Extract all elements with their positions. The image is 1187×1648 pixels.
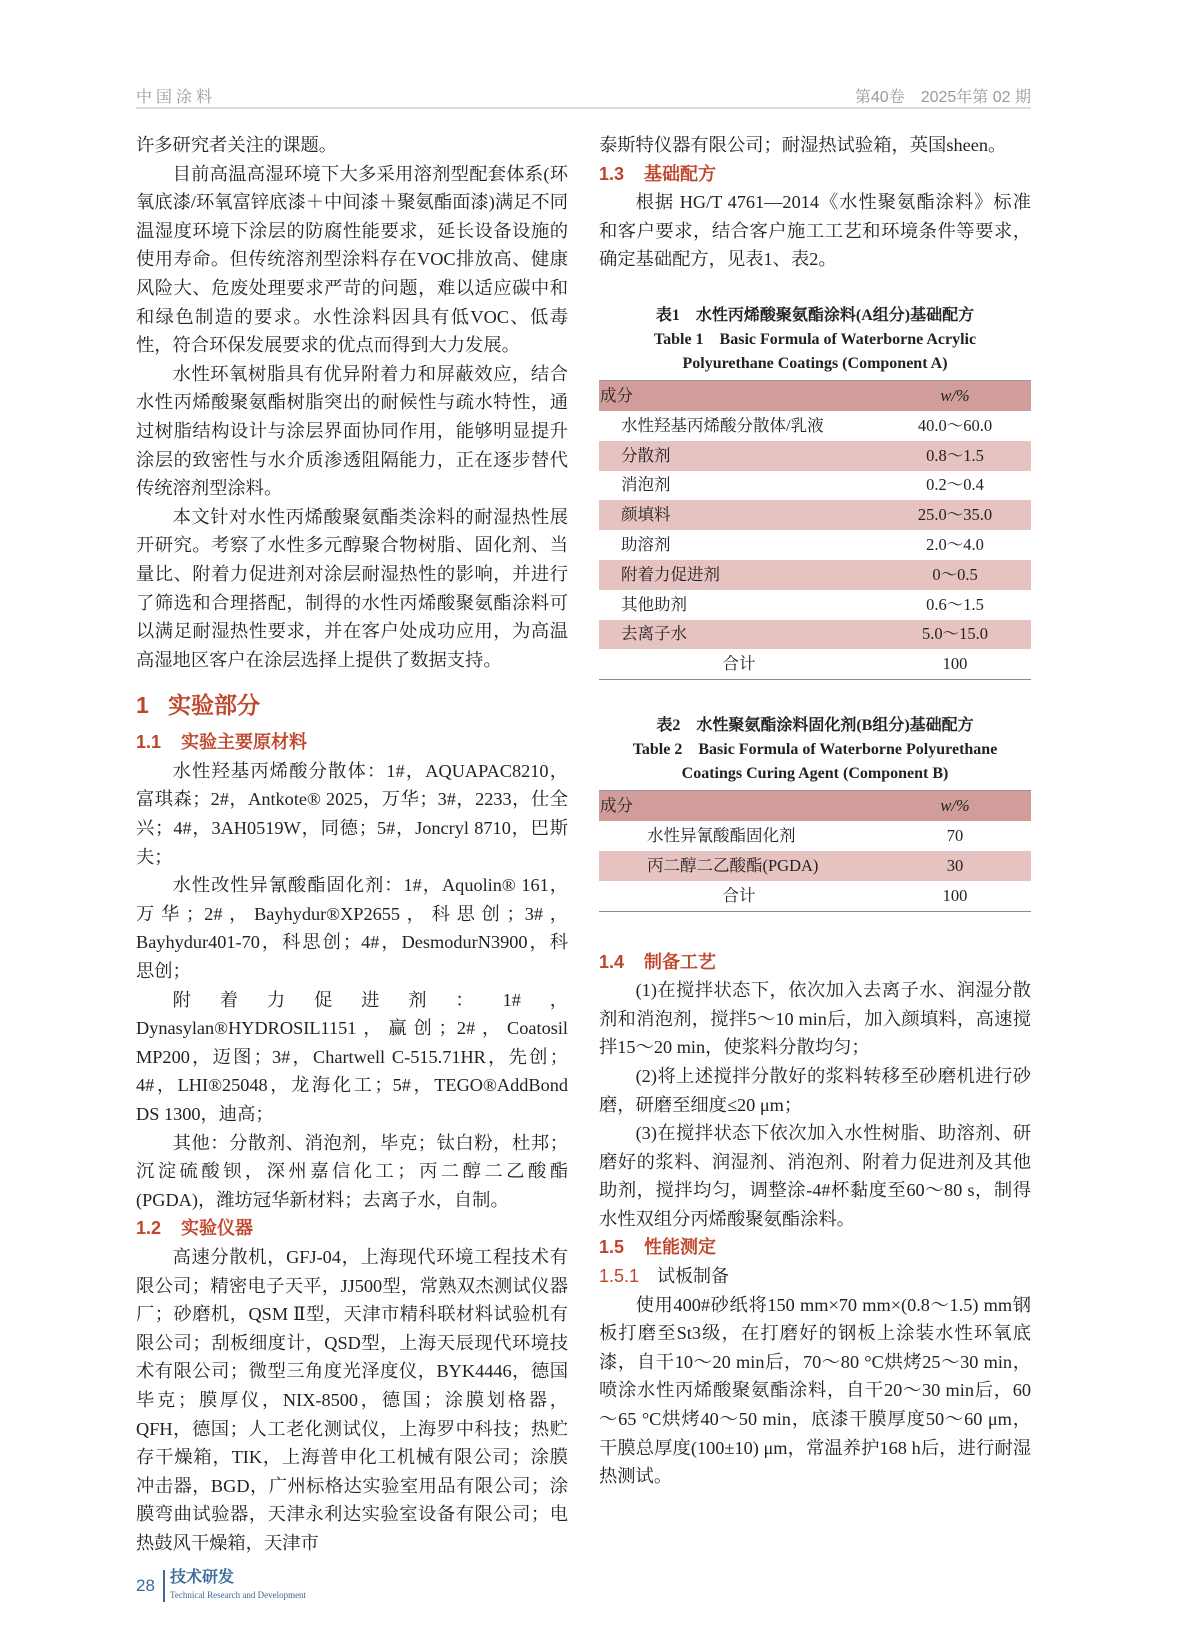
- total-row: [599, 881, 1031, 911]
- value-cell: 25.0～35.0: [879, 500, 1031, 530]
- section-title: 性能测定: [644, 1237, 717, 1258]
- page-number: 28: [136, 1575, 155, 1595]
- paragraph: 目前高温高湿环境下大多采用溶剂型配套体系(环氧底漆/环氧富锌底漆＋中间漆＋聚氨酯面漆)满足不同温湿度环境下涂层的防腐性能要求，延长设备设施的使用寿命。但传统溶剂型涂料存在VOC排放高、健康风险大、危废处理要求严苛的问题，难以适应碳中和和绿色制造的要求。水性涂料因具有低VOC、低毒性，符合环保发展要求的优点而得到大力发展。: [136, 163, 568, 356]
- table-caption-en: Table 1 Basic Formula of Waterborne Acrylic Polyurethane Coatings (Component A): [653, 330, 977, 372]
- section-heading-1-5-1: [599, 1262, 1031, 1291]
- column-header: w/%: [879, 791, 1031, 822]
- ingredient-cell: 水性异氰酸酯固化剂: [647, 826, 796, 846]
- table-row: [599, 560, 1031, 590]
- ingredient-cell: 颜填料: [599, 500, 879, 530]
- paragraph: (3)在搅拌状态下依次加入水性树脂、助溶剂、研磨好的浆料、润湿剂、消泡剂、附着力促进剂及其他助剂，搅拌均匀，调整涂-4#杯黏度至60～80 s，制得水性双组分丙烯酸聚氨酯涂料。: [599, 1123, 1031, 1229]
- ingredient-cell: 助溶剂: [621, 535, 671, 555]
- section-title: 基础配方: [644, 163, 717, 184]
- paragraph: 泰斯特仪器有限公司；耐湿热试验箱，英国sheen。: [599, 135, 1007, 155]
- table-row: [599, 851, 1031, 881]
- table-row: [599, 620, 1031, 650]
- journal-name: 中国涂料: [136, 89, 217, 106]
- formula-table-a: [599, 380, 1031, 680]
- paragraph: 高速分散机，GFJ-04，上海现代环境工程技术有限公司；精密电子天平，JJ500型，常熟双杰测试仪器厂；砂磨机，QSM Ⅱ型，天津市精科联材料试验机有限公司；刮板细度计，QSD型，上海天辰现代环境技术有限公司；微型三角度光泽度仪，BYK4446，德国毕克；膜厚仪，NIX-8500，德国；涂膜划格器，QFH，德国；人工老化测试仪，上海罗中科技；热贮存干燥箱，TIK，上海普申化工机械有限公司；涂膜冲击器，BGD，广州标格达实验室用品有限公司；涂膜弯曲试验器，天津永利达实验室设备有限公司；电热鼓风干燥箱，天津市: [136, 1246, 568, 1553]
- table-row: [599, 530, 1031, 560]
- value-cell: 0.6～1.5: [926, 594, 984, 614]
- paragraph: 根据 HG/T 4761—2014《水性聚氨酯涂料》标准和客户要求，结合客户施工工艺和环境条件等要求，确定基础配方，见表1、表2。: [599, 192, 1031, 270]
- ingredient-cell: 去离子水: [599, 620, 879, 650]
- table-row: [599, 590, 1031, 620]
- table-row: [599, 500, 1031, 530]
- column-header: 成分: [599, 380, 879, 411]
- section-number: 1.1: [136, 732, 162, 753]
- section-number: 1.2: [136, 1218, 162, 1239]
- value-cell: 70: [946, 826, 964, 846]
- table-caption-cn: 表2 水性聚氨酯涂料固化剂(B组分)基础配方: [656, 717, 974, 735]
- paragraph: 本文针对水性丙烯酸聚氨酯类涂料的耐湿热性展开研究。考察了水性多元醇聚合物树脂、固化剂、当量比、附着力促进剂对涂层耐湿热性的影响，并进行了筛选和合理搭配，制得的水性丙烯酸聚氨酯涂料可以满足耐湿热性要求，并在客户处成功应用，为高温高湿地区客户在涂层选择上提供了数据支持。: [136, 506, 568, 670]
- value-cell: 0.2～0.4: [926, 475, 984, 495]
- footer-section-en: Technical Research and Development: [170, 1589, 307, 1600]
- section-heading-1-4: [599, 948, 1031, 977]
- section-heading-1-1: [136, 728, 568, 757]
- value-cell: 5.0～15.0: [879, 620, 1031, 650]
- table-2: [599, 714, 1031, 911]
- ingredient-cell: 丙二醇二乙酸酯(PGDA): [599, 851, 879, 881]
- ingredient-cell: 附着力促进剂: [599, 560, 879, 590]
- paragraph: 使用400#砂纸将150 mm×70 mm×(0.8～1.5) mm钢板打磨至St3级，在打磨好的钢板上涂装水性环氧底漆，自干10～20 min后，70～80 °C烘烤25～30 min，喷涂水性丙烯酸聚氨酯涂料，自干20～30 min后，60～65 °C烘烤40～50 min，底漆干膜厚度50～60 μm，干膜总厚度(100±10) μm，常温养护168 h后，进行耐湿热测试。: [599, 1294, 1031, 1487]
- ingredient-cell: 水性羟基丙烯酸分散体/乳液: [621, 415, 824, 435]
- value-cell: 0.8～1.5: [879, 441, 1031, 471]
- header-divider: [136, 107, 1031, 109]
- section-title: 实验仪器: [181, 1218, 254, 1239]
- value-cell: 30: [879, 851, 1031, 881]
- section-number: 1.3: [599, 163, 625, 184]
- right-column: [599, 131, 1031, 1491]
- section-number: 1.4: [599, 951, 625, 972]
- section-heading-1: [136, 688, 568, 722]
- paragraph: 许多研究者关注的课题。: [136, 135, 338, 155]
- total-value: 100: [879, 881, 1031, 911]
- footer-section-cn: 技术研发: [170, 1568, 235, 1586]
- table-row: [599, 441, 1031, 471]
- total-label: 合计: [599, 881, 879, 911]
- footer-divider: [163, 1570, 165, 1602]
- paragraph: 附着力促进剂：1#，Dynasylan®HYDROSIL1151，赢创；2#，Coatosil MP200，迈图；3#，Chartwell C-515.71HR，先创；4#，LHI®25048，龙海化工；5#，TEGO®AddBond DS 1300，迪高；: [136, 989, 568, 1124]
- issue-info: 第40卷 2025年第 02 期: [854, 89, 1031, 106]
- section-heading-1-3: [599, 160, 1031, 189]
- section-number: 1: [136, 692, 149, 719]
- paragraph: (1)在搅拌状态下，依次加入去离子水、润湿分散剂和消泡剂，搅拌5～10 min后，加入颜填料，高速搅拌15～20 min，使浆料分散均匀；: [599, 980, 1031, 1058]
- section-number: 1.5.1: [599, 1266, 640, 1287]
- paragraph: 水性羟基丙烯酸分散体：1#，AQUAPAC8210，富琪森；2#，Antkote® 2025，万华；3#，2233，仕全兴；4#，3AH0519W，同德；5#，Joncryl 8710，巴斯夫；: [136, 760, 568, 867]
- table-row: [599, 411, 1031, 441]
- ingredient-cell: 其他助剂: [621, 594, 687, 614]
- footer: [136, 1568, 1187, 1608]
- columns: [136, 131, 1031, 1558]
- section-heading-1-2: [136, 1214, 568, 1243]
- formula-table-b: [599, 790, 1031, 911]
- paragraph: 水性环氧树脂具有优异附着力和屏蔽效应，结合水性丙烯酸聚氨酯树脂突出的耐候性与疏水特性，通过树脂结构设计与涂层界面协同作用，能够明显提升涂层的致密性与水介质渗透阻隔能力，正在逐步替代传统溶剂型涂料。: [136, 363, 568, 499]
- total-value: 100: [879, 649, 1031, 679]
- table-row: [599, 821, 1031, 851]
- total-row: [599, 649, 1031, 679]
- section-title: 制备工艺: [644, 951, 717, 972]
- value-cell: 40.0～60.0: [917, 415, 993, 435]
- section-title: 试板制备: [657, 1266, 730, 1287]
- paragraph: (2)将上述搅拌分散好的浆料转移至砂磨机进行砂磨，研磨至细度≤20 μm；: [599, 1065, 1031, 1115]
- right-column-bottom: [599, 948, 1031, 1491]
- section-title: 实验部分: [167, 692, 260, 719]
- column-header: w/%: [879, 380, 1031, 411]
- section-title: 实验主要原材料: [181, 732, 308, 753]
- total-label: 合计: [599, 649, 879, 679]
- left-column: [136, 131, 568, 1558]
- section-heading-1-5: [599, 1233, 1031, 1262]
- ingredient-cell: 分散剂: [599, 441, 879, 471]
- table-caption-en: Table 2 Basic Formula of Waterborne Polyurethane Coatings Curing Agent (Component B): [632, 741, 998, 783]
- table-caption-cn: 表1 水性丙烯酸聚氨酯涂料(A组分)基础配方: [655, 306, 975, 324]
- table-1: [599, 304, 1031, 680]
- value-cell: 2.0～4.0: [926, 535, 984, 555]
- table-row: [599, 471, 1031, 501]
- paragraph: 其他：分散剂、消泡剂，毕克；钛白粉，杜邦；沉淀硫酸钡，深州嘉信化工；丙二醇二乙酸酯(PGDA)，潍坊冠华新材料；去离子水，自制。: [136, 1132, 568, 1210]
- column-header: 成分: [599, 791, 879, 822]
- paragraph: 水性改性异氰酸酯固化剂：1#，Aquolin® 161，万华；2#，Bayhydur®XP2655，科思创；3#，Bayhydur401-70，科思创；4#，DesmodurN3900，科思创；: [136, 875, 568, 982]
- value-cell: 0～0.5: [879, 560, 1031, 590]
- section-number: 1.5: [599, 1237, 625, 1258]
- ingredient-cell: 消泡剂: [621, 475, 671, 495]
